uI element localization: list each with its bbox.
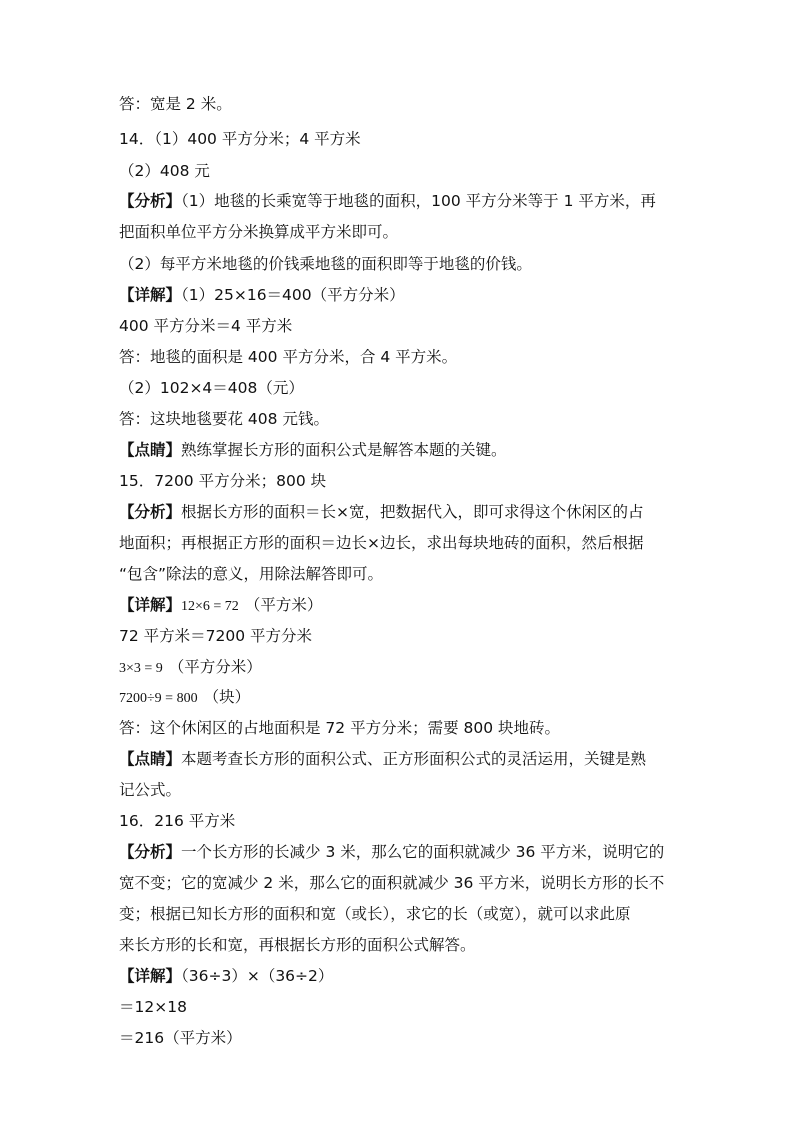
analysis-line-continued: 把面积单位平方分米换算成平方米即可。 — [119, 223, 399, 241]
detail-line: 3×3 = 9 （平方分米） — [119, 658, 262, 676]
detail-line-step: ＝12×18 — [119, 998, 187, 1016]
detail-line: 7200÷9 = 800 （块） — [119, 688, 251, 706]
detail-line-part2: （2）102×4＝408（元） — [119, 379, 304, 397]
detail-line-result: ＝216（平方米） — [119, 1029, 242, 1047]
question-14-answer: 14．（1）400 平方分米；4 平方米 — [119, 130, 361, 148]
math-expression: 12×6 = 72 — [181, 599, 239, 614]
key-point-line: 【点睛】熟练掌握长方形的面积公式是解答本题的关键。 — [119, 441, 507, 459]
answer-line: 答：宽是 2 米。 — [119, 95, 232, 113]
analysis-line-part2: （2）每平方米地毯的价钱乘地毯的面积即等于地毯的价钱。 — [119, 255, 532, 273]
detail-line-conversion: 72 平方米＝7200 平方分米 — [119, 627, 313, 645]
analysis-line-continued: 地面积；再根据正方形的面积＝边长×边长，求出每块地砖的面积，然后根据 — [119, 534, 644, 552]
detail-line-conversion: 400 平方分米＝4 平方米 — [119, 317, 293, 335]
analysis-line-continued: 来长方形的长和宽，再根据长方形的面积公式解答。 — [119, 936, 476, 954]
question-15-answer: 15．7200 平方分米；800 块 — [119, 472, 327, 490]
detail-line: 【详解】（1）25×16＝400（平方分米） — [119, 286, 405, 304]
answer-line: 答：地毯的面积是 400 平方分米，合 4 平方米。 — [119, 348, 458, 366]
question-16-answer: 16．216 平方米 — [119, 812, 236, 830]
analysis-line-continued: 变；根据已知长方形的面积和宽（或长），求它的长（或宽），就可以求此原 — [119, 905, 631, 923]
question-14-answer-part2: （2）408 元 — [119, 162, 210, 180]
key-point-line: 【点睛】本题考查长方形的面积公式、正方形面积公式的灵活运用，关键是熟 — [119, 750, 647, 768]
math-expression: 7200÷9 = 800 — [119, 691, 198, 706]
answer-line: 答：这个休闲区的占地面积是 72 平方分米；需要 800 块地砖。 — [119, 719, 561, 737]
math-expression: 3×3 = 9 — [119, 661, 163, 676]
detail-line: 【详解】（36÷3）×（36÷2） — [119, 967, 334, 985]
analysis-line: 【分析】一个长方形的长减少 3 米，那么它的面积就减少 36 平方米，说明它的 — [119, 843, 665, 861]
analysis-line: 【分析】根据长方形的面积＝长×宽，把数据代入，即可求得这个休闲区的占 — [119, 503, 644, 521]
detail-line: 【详解】12×6 = 72 （平方米） — [119, 596, 323, 614]
analysis-line: 【分析】（1）地毯的长乘宽等于地毯的面积，100 平方分米等于 1 平方米，再 — [119, 192, 656, 210]
analysis-line-continued: 宽不变；它的宽减少 2 米，那么它的面积就减少 36 平方米，说明长方形的长不 — [119, 874, 665, 892]
answer-line: 答：这块地毯要花 408 元钱。 — [119, 410, 329, 428]
key-point-line-continued: 记公式。 — [119, 781, 182, 799]
analysis-line-continued: “包含”除法的意义，用除法解答即可。 — [119, 565, 384, 583]
